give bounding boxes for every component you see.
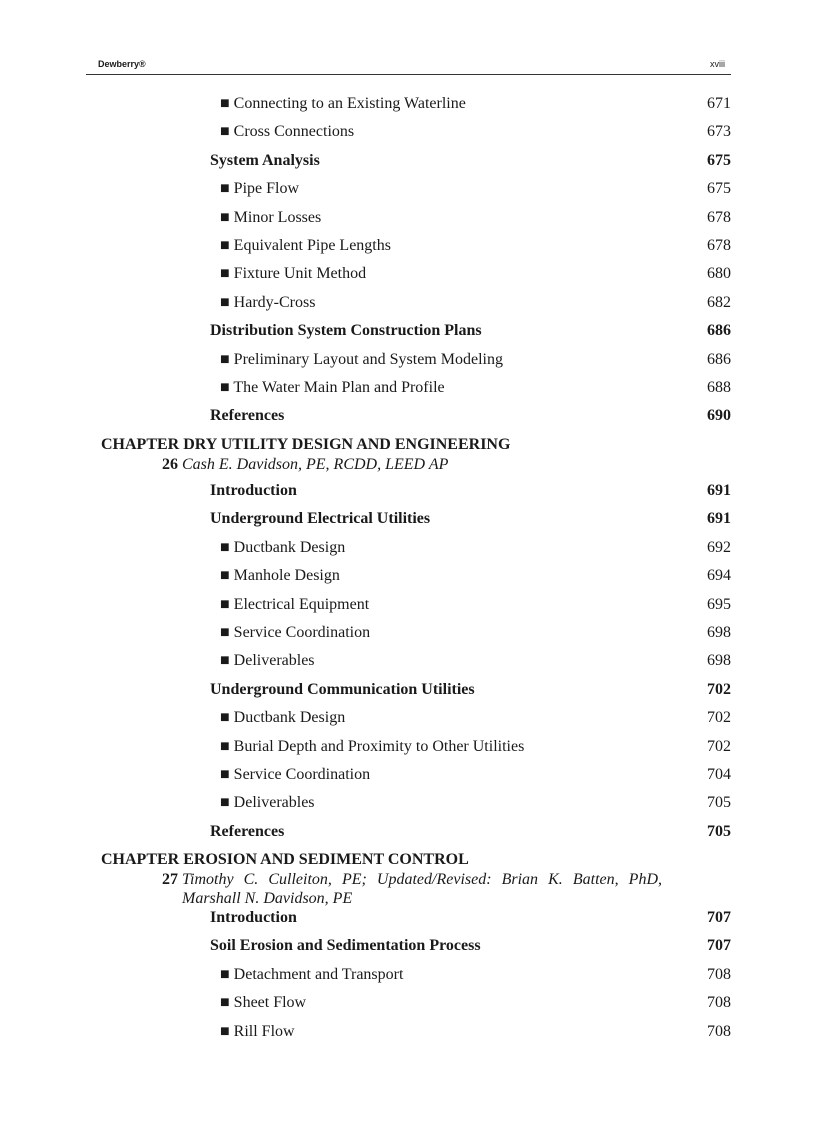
toc-section-entry[interactable] bbox=[0, 909, 731, 931]
toc-subsection-entry[interactable] bbox=[0, 1023, 731, 1045]
toc-subsection-entry[interactable] bbox=[0, 123, 731, 145]
toc-entry-page-number: 678 bbox=[707, 237, 731, 254]
running-header-publisher: Dewberry® bbox=[98, 59, 146, 69]
toc-entry-page-number: 708 bbox=[707, 994, 731, 1012]
toc-entry-page-number: 675 bbox=[707, 151, 731, 169]
toc-entry-title: System Analysis bbox=[210, 151, 320, 169]
toc-subsection-entry[interactable] bbox=[0, 709, 731, 731]
chapter-27-heading: CHAPTER EROSION AND SEDIMENT CONTROL bbox=[101, 851, 469, 868]
toc-subsection-entry[interactable] bbox=[0, 966, 731, 988]
toc-entry-page-number: 690 bbox=[707, 407, 731, 425]
toc-entry-title: ■ Manhole Design bbox=[220, 567, 340, 585]
toc-subsection-entry[interactable] bbox=[0, 180, 731, 202]
toc-subsection-entry[interactable] bbox=[0, 95, 731, 117]
toc-entry-title: ■ The Water Main Plan and Profile bbox=[220, 379, 445, 396]
toc-entry-page-number: 691 bbox=[707, 510, 731, 528]
toc-entry-page-number: 702 bbox=[707, 737, 731, 755]
toc-entry-title: Underground Communication Utilities bbox=[210, 680, 475, 698]
toc-entry-title: Underground Electrical Utilities bbox=[210, 510, 431, 528]
toc-subsection-entry[interactable] bbox=[0, 794, 731, 816]
toc-entry-title: ■ Fixture Unit Method bbox=[220, 265, 367, 283]
toc-entry-page-number: 686 bbox=[707, 322, 731, 340]
toc-entry-title: Introduction bbox=[210, 909, 297, 926]
toc-entry-title: ■ Burial Depth and Proximity to Other Utilities bbox=[220, 737, 525, 755]
toc-entry-title: ■ Minor Losses bbox=[220, 208, 322, 226]
toc-entry-page-number: 702 bbox=[707, 680, 731, 698]
toc-section-entry[interactable] bbox=[0, 937, 731, 959]
toc-subsection-entry[interactable] bbox=[0, 596, 731, 618]
header-rule bbox=[86, 74, 731, 75]
toc-entry-title: ■ Preliminary Layout and System Modeling bbox=[220, 350, 503, 368]
running-header-page-number: xviii bbox=[710, 59, 725, 69]
toc-entry-title: References bbox=[210, 407, 285, 425]
toc-entry-page-number: 705 bbox=[707, 794, 731, 812]
toc-entry-title: ■ Deliverables bbox=[220, 652, 315, 670]
toc-subsection-entry[interactable] bbox=[0, 209, 731, 231]
toc-entry-page-number: 671 bbox=[707, 95, 731, 112]
toc-entry-title: ■ Service Coordination bbox=[220, 624, 371, 641]
toc-entry-title: ■ Service Coordination bbox=[220, 766, 371, 783]
toc-section-entry[interactable] bbox=[0, 510, 731, 532]
chapter-27-number: 27 bbox=[162, 871, 178, 888]
toc-entry-page-number: 695 bbox=[707, 595, 731, 613]
toc-subsection-entry[interactable] bbox=[0, 567, 731, 589]
toc-subsection-entry[interactable] bbox=[0, 624, 731, 646]
toc-entry-page-number: 698 bbox=[707, 652, 731, 670]
toc-subsection-entry[interactable] bbox=[0, 766, 731, 788]
toc-section-entry[interactable] bbox=[0, 152, 731, 174]
toc-section-entry[interactable] bbox=[0, 823, 731, 845]
chapter-27-author-line-2: Marshall N. Davidson, PE bbox=[182, 890, 353, 907]
toc-entry-page-number: 692 bbox=[707, 538, 731, 556]
toc-section-entry[interactable] bbox=[0, 482, 731, 504]
toc-entry-title: ■ Equivalent Pipe Lengths bbox=[220, 237, 391, 254]
toc-entry-page-number: 704 bbox=[707, 766, 731, 783]
toc-entry-title: ■ Ductbank Design bbox=[220, 709, 346, 727]
toc-subsection-entry[interactable] bbox=[0, 351, 731, 373]
toc-entry-page-number: 694 bbox=[707, 567, 731, 585]
toc-entry-title: Distribution System Construction Plans bbox=[210, 322, 482, 340]
toc-section-entry[interactable] bbox=[0, 407, 731, 429]
toc-entry-page-number: 707 bbox=[707, 937, 731, 955]
toc-entry-title: ■ Detachment and Transport bbox=[220, 965, 404, 983]
toc-entry-title: ■ Connecting to an Existing Waterline bbox=[220, 95, 466, 112]
toc-entry-page-number: 702 bbox=[707, 709, 731, 727]
toc-section-entry[interactable] bbox=[0, 322, 731, 344]
chapter-27-author-line-1: Timothy C. Culleiton, PE; Updated/Revised: Brian K. Batten, PhD, bbox=[182, 871, 662, 888]
toc-subsection-entry[interactable] bbox=[0, 265, 731, 287]
toc-entry-page-number: 678 bbox=[707, 208, 731, 226]
toc-entry-title: ■ Cross Connections bbox=[220, 123, 355, 141]
toc-section-entry[interactable] bbox=[0, 681, 731, 703]
toc-entry-title: ■ Rill Flow bbox=[220, 1022, 295, 1040]
toc-subsection-entry[interactable] bbox=[0, 652, 731, 674]
toc-entry-title: Introduction bbox=[210, 482, 297, 499]
toc-subsection-entry[interactable] bbox=[0, 379, 731, 401]
toc-entry-title: ■ Pipe Flow bbox=[220, 180, 300, 198]
toc-entry-page-number: 673 bbox=[707, 123, 731, 141]
toc-subsection-entry[interactable] bbox=[0, 994, 731, 1016]
toc-entry-page-number: 708 bbox=[707, 1022, 731, 1040]
chapter-26-author: Cash E. Davidson, PE, RCDD, LEED AP bbox=[182, 456, 449, 473]
toc-entry-title: References bbox=[210, 822, 285, 840]
toc-entry-title: ■ Ductbank Design bbox=[220, 538, 346, 556]
toc-subsection-entry[interactable] bbox=[0, 539, 731, 561]
toc-entry-page-number: 708 bbox=[707, 965, 731, 983]
chapter-26-number: 26 bbox=[162, 456, 178, 473]
chapter-26-heading: CHAPTER DRY UTILITY DESIGN AND ENGINEERING bbox=[101, 436, 511, 453]
toc-entry-page-number: 698 bbox=[707, 624, 731, 641]
toc-entry-title: ■ Hardy-Cross bbox=[220, 293, 316, 311]
toc-entry-page-number: 682 bbox=[707, 293, 731, 311]
toc-entry-title: ■ Sheet Flow bbox=[220, 994, 307, 1012]
toc-entry-page-number: 675 bbox=[707, 180, 731, 198]
toc-entry-title: Soil Erosion and Sedimentation Process bbox=[210, 937, 481, 955]
toc-entry-page-number: 707 bbox=[707, 909, 731, 926]
toc-subsection-entry[interactable] bbox=[0, 294, 731, 316]
toc-entry-title: ■ Electrical Equipment bbox=[220, 595, 370, 613]
toc-entry-page-number: 691 bbox=[707, 482, 731, 499]
toc-subsection-entry[interactable] bbox=[0, 237, 731, 259]
toc-entry-page-number: 680 bbox=[707, 265, 731, 283]
toc-entry-page-number: 705 bbox=[707, 822, 731, 840]
toc-subsection-entry[interactable] bbox=[0, 738, 731, 760]
toc-entry-title: ■ Deliverables bbox=[220, 794, 315, 812]
toc-entry-page-number: 686 bbox=[707, 350, 731, 368]
toc-entry-page-number: 688 bbox=[707, 379, 731, 396]
